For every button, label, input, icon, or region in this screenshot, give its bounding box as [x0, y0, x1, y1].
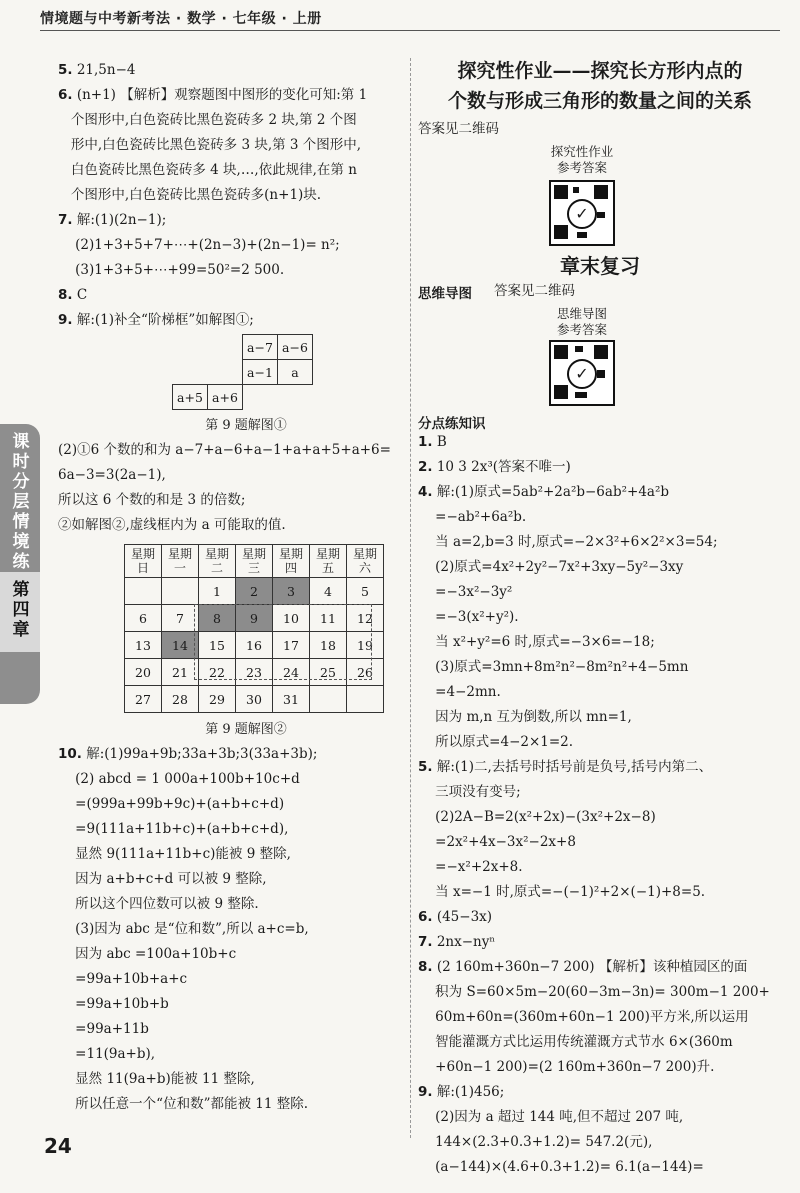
line-text: =−3(x²+y²). — [430, 609, 519, 625]
text-line — [418, 505, 788, 530]
line-text: 解:(1)二,去括号时括号前是负号,括号内第二、 — [432, 759, 713, 775]
left-column-mid — [58, 438, 403, 538]
line-text: =2x²+4x−3x²−2x+8 — [430, 834, 576, 850]
calendar-day-cell: 15 — [199, 632, 236, 659]
mindmap-heading: 思维导图 — [418, 286, 472, 302]
calendar-day-cell: 6 — [125, 605, 162, 632]
line-text: 因为 m,n 互为倒数,所以 mn=1, — [430, 709, 632, 725]
text-line — [58, 1017, 403, 1042]
possible-a-dashed-box — [194, 604, 372, 680]
calendar-day-cell: 30 — [236, 686, 273, 713]
line-text: (2)2A−B=2(x²+2x)−(3x²+2x−8) — [430, 809, 656, 825]
calendar-day-cell: 8 — [199, 605, 236, 632]
right-column-answers — [418, 430, 788, 1180]
line-text: (2)因为 a 超过 144 吨,但不超过 207 吨, — [430, 1109, 684, 1125]
text-line — [58, 133, 398, 158]
text-line — [58, 767, 403, 792]
line-text: 当 x=−1 时,原式=−(−1)²+2×(−1)+8=5. — [430, 884, 706, 900]
text-line — [418, 680, 788, 705]
mindmap-note: 答案见二维码 — [494, 283, 575, 299]
text-line — [58, 233, 398, 258]
text-line — [58, 283, 398, 308]
line-text: 白色瓷砖比黑色瓷砖多 4 块,…,依此规律,在第 n — [70, 162, 357, 178]
line-text: =9(111a+11b+c)+(a+b+c+d), — [70, 821, 289, 837]
qr2-label-2: 参考答案 — [556, 322, 607, 337]
line-text: (2)1+3+5+7+⋯+(2n−3)+(2n−1)= n²; — [70, 237, 340, 253]
calendar-day-cell: 28 — [162, 686, 199, 713]
calendar-day-cell: 22 — [199, 659, 236, 686]
text-line — [418, 480, 788, 505]
figure-9-2 — [124, 544, 384, 713]
exploration-title-line2: 个数与形成三角形的数量之间的关系 — [447, 90, 752, 112]
header-rule — [40, 30, 780, 31]
line-text: (3)原式=3mn+8m²n²−8m²n²+4−5mn — [430, 659, 689, 675]
line-text: (2) abcd = 1 000a+100b+10c+d — [70, 771, 300, 787]
line-text: 解:(1)99a+9b;33a+3b;3(33a+3b); — [81, 746, 318, 762]
line-text: +60n−1 200)=(2 160m+360n−7 200)升. — [430, 1059, 715, 1075]
line-text: 因为 abc =100a+10b+c — [70, 946, 237, 962]
figure-9-1-caption: 第 9 题解图① — [205, 418, 287, 433]
text-line — [418, 1155, 788, 1180]
staircase-cell — [208, 360, 243, 385]
question-number: 9. — [418, 1084, 433, 1100]
calendar-day-cell: 31 — [273, 686, 310, 713]
calendar-day-cell: 5 — [347, 578, 384, 605]
text-line: ②如解图②,虚线框内为 a 可能取的值. — [58, 517, 286, 533]
text-line — [418, 805, 788, 830]
line-text: (3)因为 abc 是“位和数”,所以 a+c=b, — [70, 921, 309, 937]
calendar-day-cell: 4 — [310, 578, 347, 605]
staircase-cell: a — [278, 360, 313, 385]
text-line — [418, 1105, 788, 1130]
line-text: 60m+60n=(360m+60n−1 200)平方米,所以运用 — [430, 1009, 749, 1025]
calendar-day-cell: 25 — [310, 659, 347, 686]
chapter-tab-chapter: 第四章 — [12, 580, 30, 640]
question-number: 4. — [418, 484, 433, 500]
line-text: 2nx−nyⁿ — [432, 934, 496, 950]
qr1-caption — [522, 144, 642, 176]
line-text: 所以原式=4−2×1=2. — [430, 734, 574, 750]
text-line — [418, 930, 788, 955]
line-text: (2)原式=4x²+2y²−7x²+3xy−5y²−3xy — [430, 559, 684, 575]
text-line — [418, 955, 788, 980]
text-line — [418, 455, 788, 480]
calendar-weekday-header: 星期五 — [310, 545, 347, 578]
text-line — [58, 867, 403, 892]
question-number: 5. — [58, 62, 73, 78]
question-number: 8. — [418, 959, 433, 975]
line-text: 解:(1)原式=5ab²+2a²b−6ab²+4a²b — [432, 484, 670, 500]
line-text: (45−3x) — [432, 909, 493, 925]
calendar-weekday-header: 星期一 — [162, 545, 199, 578]
check-icon: ✓ — [567, 359, 597, 389]
text-line — [58, 1067, 403, 1092]
line-text: 所以任意一个“位和数”都能被 11 整除. — [70, 1096, 309, 1112]
calendar-weekday-header: 星期六 — [347, 545, 384, 578]
text-line — [58, 742, 403, 767]
line-text: (2 160m+360n−7 200) 【解析】该种植园区的面 — [432, 959, 748, 975]
calendar-day-cell: 17 — [273, 632, 310, 659]
calendar-day-cell — [125, 578, 162, 605]
text-line — [418, 655, 788, 680]
line-text: 解:(1)补全“阶梯框”如解图①; — [72, 312, 254, 328]
line-text: 144×(2.3+0.3+1.2)= 547.2(元), — [430, 1134, 653, 1150]
text-line — [58, 817, 403, 842]
calendar-weekday-header: 星期日 — [125, 545, 162, 578]
line-text: 形中,白色瓷砖比黑色瓷砖多 3 块,第 3 个图形中, — [70, 137, 362, 153]
calendar-day-cell: 3 — [273, 578, 310, 605]
text-line — [58, 83, 398, 108]
calendar-day-cell: 24 — [273, 659, 310, 686]
calendar-day-cell: 10 — [273, 605, 310, 632]
line-text: =(999a+99b+9c)+(a+b+c+d) — [70, 796, 285, 812]
calendar-day-cell — [162, 578, 199, 605]
calendar-day-cell: 18 — [310, 632, 347, 659]
text-line — [58, 183, 398, 208]
line-text: =99a+10b+b — [70, 996, 169, 1012]
question-number: 2. — [418, 459, 433, 475]
text-line — [418, 555, 788, 580]
question-number: 1. — [418, 434, 433, 450]
text-line — [418, 980, 788, 1005]
text-line — [418, 780, 788, 805]
text-line — [418, 1005, 788, 1030]
text-line — [418, 880, 788, 905]
staircase-cell: a+6 — [208, 385, 243, 410]
line-text: 解:(1)456; — [432, 1084, 505, 1100]
text-line — [58, 842, 403, 867]
calendar-day-cell: 20 — [125, 659, 162, 686]
line-text: 当 x²+y²=6 时,原式=−3×6=−18; — [430, 634, 655, 650]
qr-code-exploration[interactable] — [549, 180, 615, 246]
line-text: 显然 11(9a+b)能被 11 整除, — [70, 1071, 255, 1087]
page-number: 24 — [44, 1134, 72, 1158]
calendar-day-cell: 23 — [236, 659, 273, 686]
text-line — [58, 208, 398, 233]
left-column-bottom — [58, 742, 403, 1117]
chapter-review-title: 章末复习 — [560, 254, 640, 278]
section-heading: 分点练知识 — [418, 416, 486, 432]
calendar-day-cell: 21 — [162, 659, 199, 686]
qr1-label-1: 探究性作业 — [550, 144, 614, 159]
question-number: 7. — [418, 934, 433, 950]
left-column-top — [58, 58, 398, 333]
answer-note: 答案见二维码 — [418, 121, 499, 137]
staircase-cell: a−1 — [243, 360, 278, 385]
line-text: (3)1+3+5+⋯+99=50²=2 500. — [70, 262, 285, 278]
line-text: 显然 9(111a+11b+c)能被 9 整除, — [70, 846, 291, 862]
calendar-weekday-header: 星期三 — [236, 545, 273, 578]
staircase-cell: a−7 — [243, 335, 278, 360]
line-text: =99a+10b+a+c — [70, 971, 188, 987]
text-line — [58, 258, 398, 283]
line-text: 21,5n−4 — [72, 62, 136, 78]
text-line — [418, 430, 788, 455]
question-number: 7. — [58, 212, 73, 228]
text-line — [58, 58, 398, 83]
line-text: =−ab²+6a²b. — [430, 509, 527, 525]
staircase-table — [172, 334, 313, 410]
line-text: 三项没有变号; — [430, 784, 521, 800]
staircase-cell — [278, 385, 313, 410]
line-text: 个图形中,白色瓷砖比黑色瓷砖多(n+1)块. — [70, 187, 322, 203]
text-line — [58, 158, 398, 183]
exploration-title-line1: 探究性作业——探究长方形内点的 — [457, 60, 743, 82]
line-text: =11(9a+b), — [70, 1046, 156, 1062]
calendar-day-cell: 11 — [310, 605, 347, 632]
text-line — [58, 992, 403, 1017]
text-line — [58, 892, 403, 917]
text-line — [58, 1042, 403, 1067]
line-text: C — [72, 287, 88, 303]
staircase-cell — [208, 335, 243, 360]
text-line — [418, 755, 788, 780]
calendar-weekday-header: 星期四 — [273, 545, 310, 578]
line-text: 当 a=2,b=3 时,原式=−2×3²+6×2²×3=54; — [430, 534, 718, 550]
exploration-title — [420, 56, 780, 116]
text-line — [58, 308, 398, 333]
staircase-cell: a−6 — [278, 335, 313, 360]
calendar-day-cell: 27 — [125, 686, 162, 713]
line-text: =−x²+2x+8. — [430, 859, 523, 875]
line-text: =99a+11b — [70, 1021, 149, 1037]
line-text: 个图形中,白色瓷砖比黑色瓷砖多 2 块,第 2 个图 — [70, 112, 357, 128]
calendar-day-cell: 19 — [347, 632, 384, 659]
calendar-day-cell: 13 — [125, 632, 162, 659]
question-number: 6. — [418, 909, 433, 925]
text-line — [418, 1130, 788, 1155]
line-text: (n+1) 【解析】观察题图中图形的变化可知:第 1 — [72, 87, 368, 103]
calendar-day-cell: 9 — [236, 605, 273, 632]
text-line — [418, 1030, 788, 1055]
question-number: 10. — [58, 746, 82, 762]
line-text: 解:(1)(2n−1); — [72, 212, 167, 228]
column-divider — [410, 58, 412, 1138]
text-line — [418, 630, 788, 655]
question-number: 5. — [418, 759, 433, 775]
text-line — [418, 905, 788, 930]
line-text: =−3x²−3y² — [430, 584, 513, 600]
calendar-day-cell: 14 — [162, 632, 199, 659]
text-line — [418, 855, 788, 880]
line-text: 积为 S=60×5m−20(60−3m−3n)= 300m−1 200+ — [430, 984, 770, 1000]
staircase-cell — [173, 335, 208, 360]
calendar-weekday-header: 星期二 — [199, 545, 236, 578]
text-line — [58, 917, 403, 942]
qr2-caption — [522, 306, 642, 338]
line-text: 智能灌溉方式比运用传统灌溉方式节水 6×(360m — [430, 1034, 733, 1050]
calendar-day-cell: 1 — [199, 578, 236, 605]
line-text: 所以这个四位数可以被 9 整除. — [70, 896, 259, 912]
calendar-day-cell: 2 — [236, 578, 273, 605]
qr1-label-2: 参考答案 — [556, 160, 607, 175]
calendar-day-cell: 7 — [162, 605, 199, 632]
staircase-cell — [243, 385, 278, 410]
calendar-day-cell: 29 — [199, 686, 236, 713]
calendar-day-cell: 16 — [236, 632, 273, 659]
text-line — [418, 1080, 788, 1105]
text-line — [58, 942, 403, 967]
running-header: 情境题与中考新考法 · 数学 · 七年级 · 上册 — [40, 11, 322, 27]
text-line — [58, 792, 403, 817]
text-line: 6a−3=3(2a−1), — [58, 467, 166, 483]
qr2-label-1: 思维导图 — [556, 306, 607, 321]
figure-9-2-caption: 第 9 题解图② — [205, 722, 287, 737]
text-line — [418, 580, 788, 605]
line-text: 10 3 2x³(答案不唯一) — [432, 459, 571, 475]
chapter-tab-label: 课时分层情境练 — [12, 432, 30, 572]
text-line — [58, 967, 403, 992]
staircase-cell: a+5 — [173, 385, 208, 410]
calendar-day-cell — [310, 686, 347, 713]
text-line — [418, 605, 788, 630]
calendar-day-cell: 26 — [347, 659, 384, 686]
text-line — [418, 1055, 788, 1080]
qr-code-mindmap[interactable] — [549, 340, 615, 406]
text-line — [418, 730, 788, 755]
line-text: 因为 a+b+c+d 可以被 9 整除, — [70, 871, 267, 887]
figure-9-1 — [172, 334, 313, 410]
check-icon: ✓ — [567, 199, 597, 229]
text-line — [418, 830, 788, 855]
question-number: 9. — [58, 312, 73, 328]
text-line — [418, 705, 788, 730]
text-line: (2)①6 个数的和为 a−7+a−6+a−1+a+a+5+a+6= — [58, 442, 391, 458]
calendar-day-cell — [347, 686, 384, 713]
line-text: (a−144)×(4.6+0.3+1.2)= 6.1(a−144)= — [430, 1159, 704, 1175]
question-number: 6. — [58, 87, 73, 103]
staircase-cell — [173, 360, 208, 385]
question-number: 8. — [58, 287, 73, 303]
calendar-day-cell: 12 — [347, 605, 384, 632]
text-line — [58, 1092, 403, 1117]
line-text: B — [432, 434, 447, 450]
text-line — [418, 530, 788, 555]
text-line — [58, 108, 398, 133]
text-line: 所以这 6 个数的和是 3 的倍数; — [58, 492, 246, 508]
line-text: =4−2mn. — [430, 684, 501, 700]
